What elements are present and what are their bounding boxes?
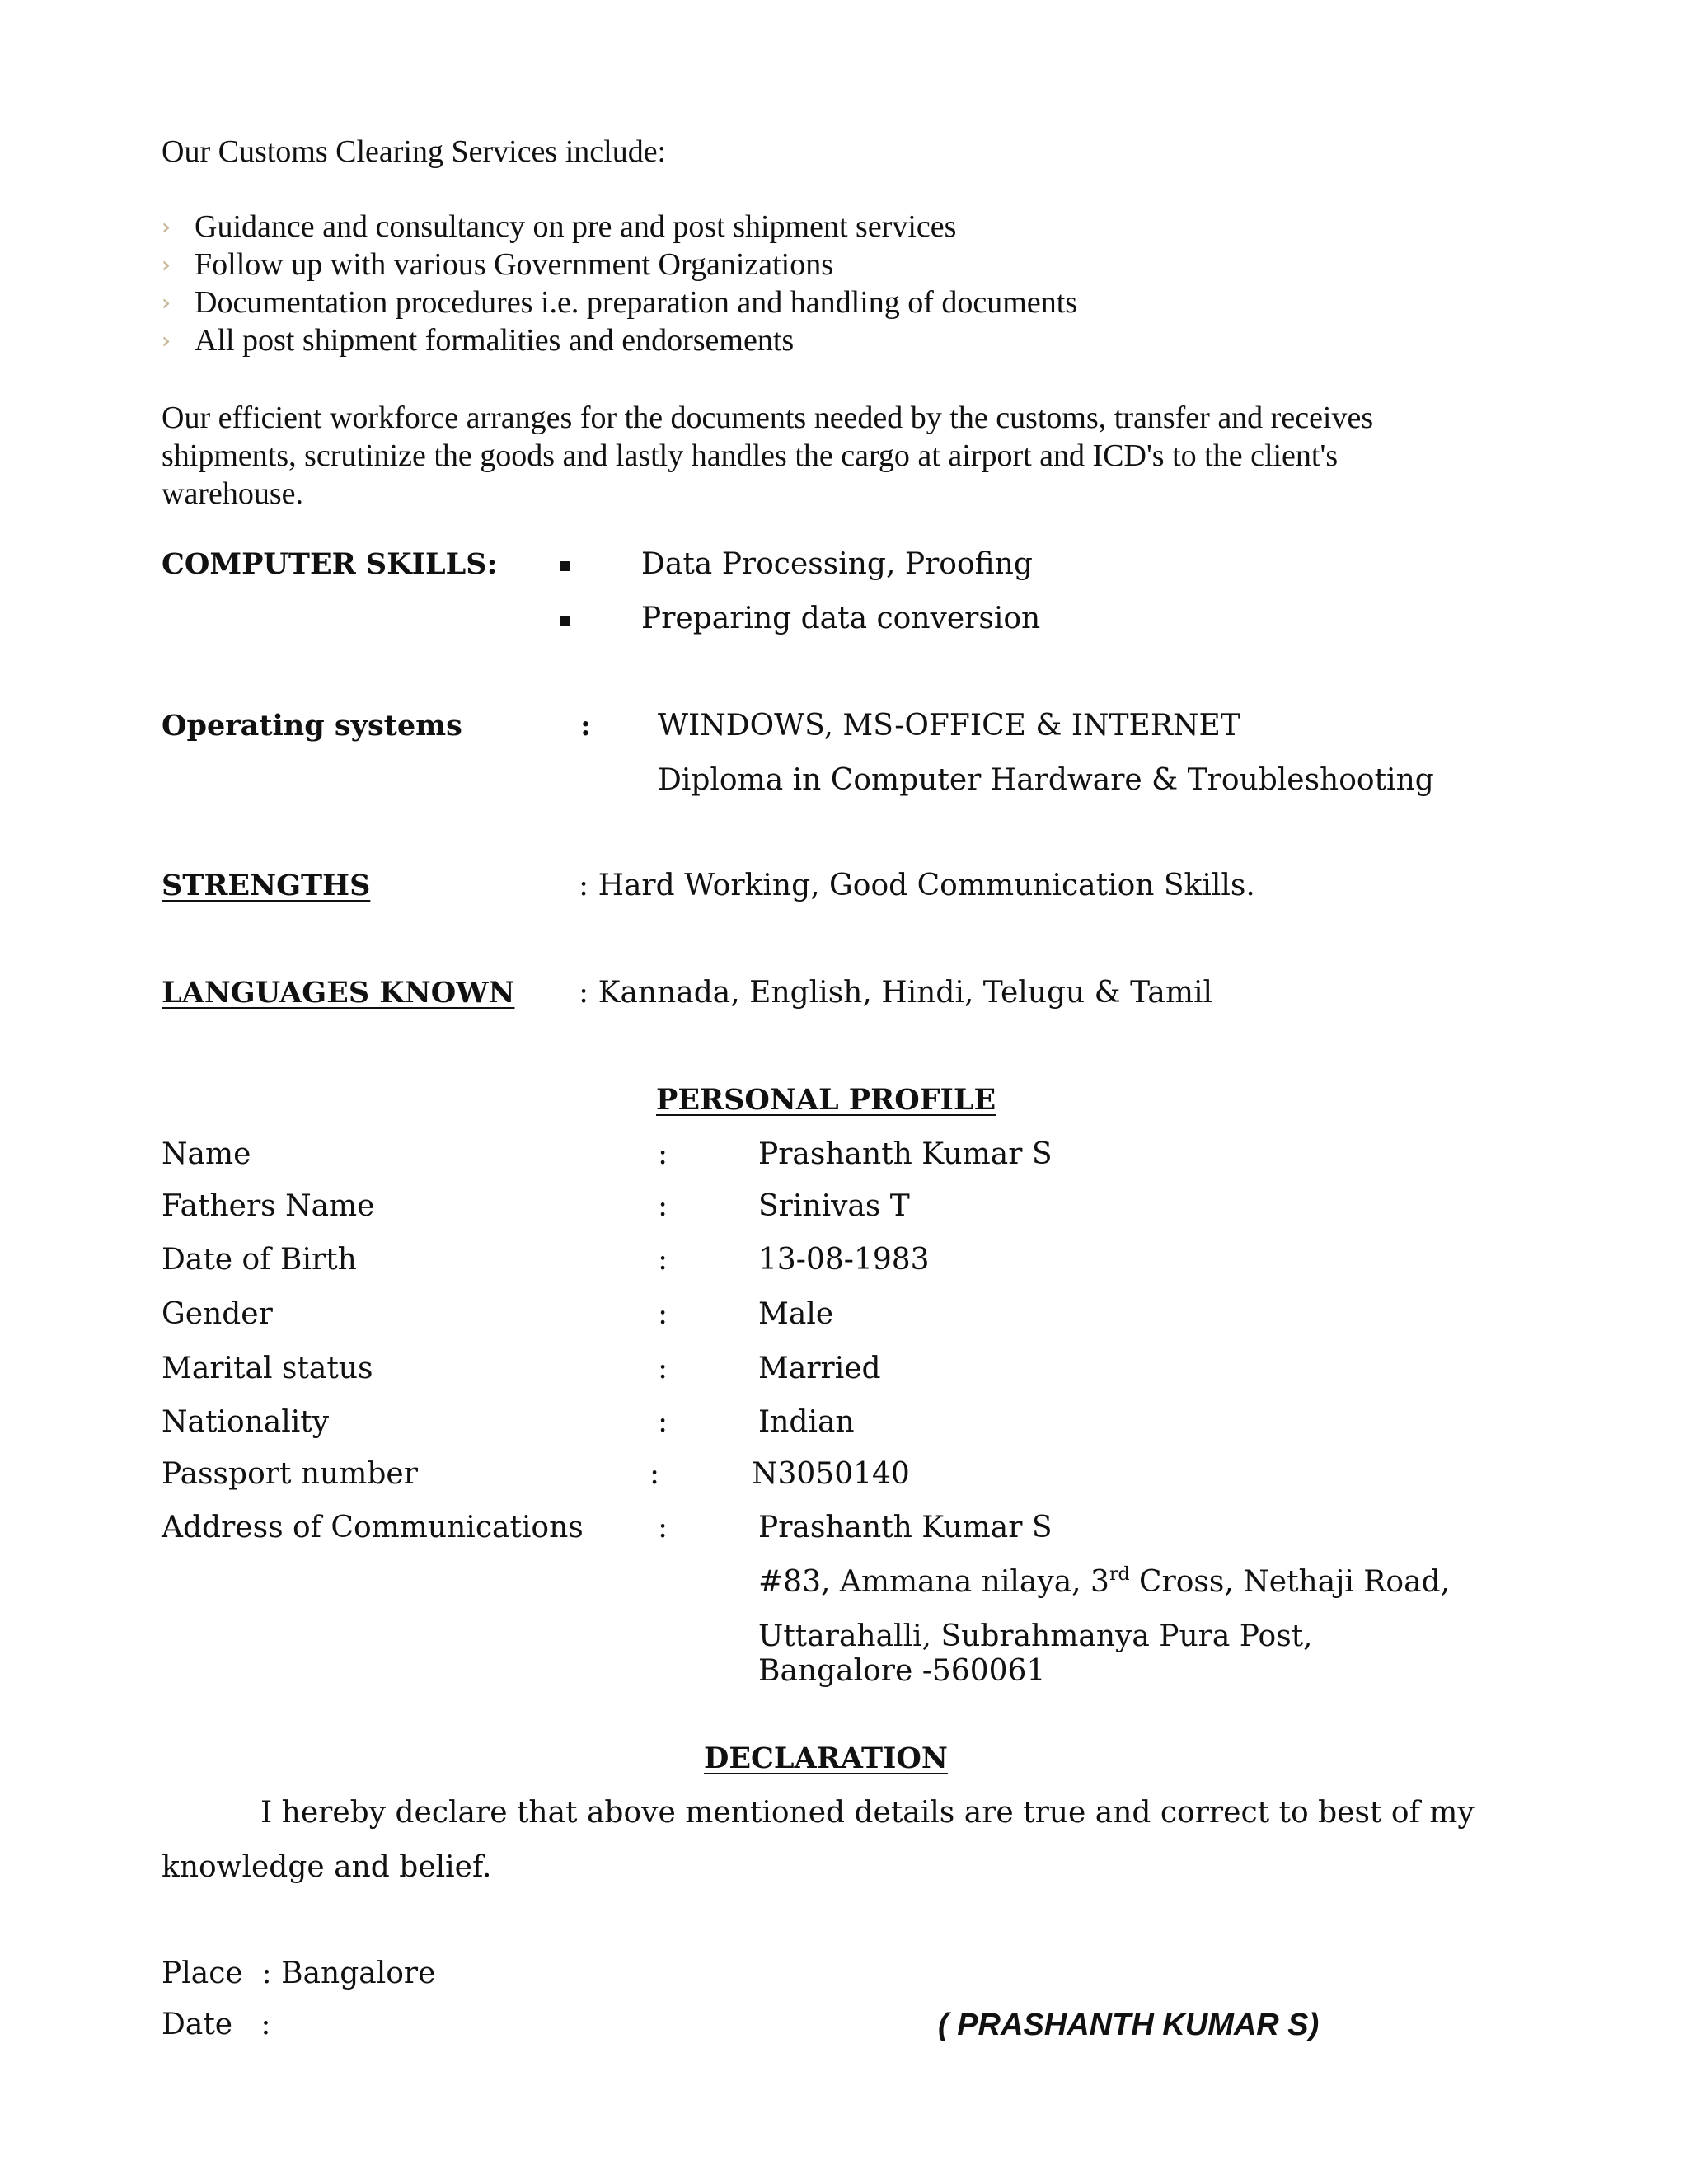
double-chevron-icon: ››› <box>162 291 163 316</box>
profile-value: Married <box>758 1352 881 1385</box>
profile-colon: : <box>658 1189 668 1223</box>
service-item <box>162 322 794 359</box>
profile-label: Name <box>162 1137 251 1171</box>
computer-skill-item: Data Processing, Proofing <box>641 547 1033 581</box>
profile-value: Prashanth Kumar S <box>758 1511 1053 1544</box>
profile-label: Gender <box>162 1297 273 1331</box>
date-line: Date : <box>162 2008 271 2041</box>
personal-profile-heading: PERSONAL PROFILE <box>656 1083 996 1117</box>
service-item-text: Documentation procedures i.e. preparation and handling of documents <box>195 285 1078 320</box>
service-item-text: All post shipment formalities and endorsements <box>195 323 795 358</box>
profile-colon: : <box>658 1137 668 1171</box>
profile-label: Passport number <box>162 1457 418 1491</box>
service-item <box>162 284 1077 321</box>
services-heading: Our Customs Clearing Services include: <box>162 134 667 169</box>
place-line: Place : Bangalore <box>162 1957 436 1990</box>
operating-systems-line: Diploma in Computer Hardware & Troubleshooting <box>658 763 1434 797</box>
profile-label: Date of Birth <box>162 1243 357 1277</box>
profile-colon: : <box>658 1243 668 1277</box>
colon: : <box>580 709 591 743</box>
profile-value: Srinivas T <box>758 1189 910 1223</box>
double-chevron-icon: ››› <box>162 329 163 354</box>
profile-colon: : <box>658 1511 668 1544</box>
services-paragraph: Our efficient workforce arranges for the documents needed by the customs, transfer and receives shipments, scrutinize the goods and lastly handles the cargo at airport and ICD's to the client's warehouse. <box>162 401 1374 511</box>
profile-colon: : <box>649 1457 660 1491</box>
profile-label: Address of Communications <box>162 1511 584 1544</box>
profile-colon: : <box>658 1352 668 1385</box>
profile-label: Marital status <box>162 1352 373 1385</box>
declaration-text: knowledge and belief. <box>162 1850 492 1884</box>
strengths-label: STRENGTHS <box>162 869 371 902</box>
operating-systems-line: WINDOWS, MS-OFFICE & INTERNET <box>658 709 1240 743</box>
profile-value: Indian <box>758 1405 855 1439</box>
service-item <box>162 209 956 245</box>
address-line: Uttarahalli, Subrahmanya Pura Post, <box>758 1619 1313 1653</box>
strengths-value: : Hard Working, Good Communication Skills. <box>579 869 1255 902</box>
operating-systems-label: Operating systems <box>162 709 462 743</box>
profile-colon: : <box>658 1405 668 1439</box>
profile-value: Prashanth Kumar S <box>758 1137 1053 1171</box>
address-line: Bangalore -560061 <box>758 1654 1046 1688</box>
double-chevron-icon: ››› <box>162 253 163 278</box>
profile-value: Male <box>758 1297 834 1331</box>
computer-skill-item: Preparing data conversion <box>641 602 1041 635</box>
declaration-text: I hereby declare that above mentioned details are true and correct to best of my <box>260 1796 1475 1830</box>
bullet-square-icon <box>560 616 570 626</box>
profile-colon: : <box>658 1297 668 1331</box>
profile-label: Nationality <box>162 1405 330 1439</box>
service-item-text: Follow up with various Government Organizations <box>195 247 834 282</box>
profile-label: Fathers Name <box>162 1189 375 1223</box>
service-item-text: Guidance and consultancy on pre and post shipment services <box>195 209 957 244</box>
service-item <box>162 246 833 283</box>
double-chevron-icon: ››› <box>162 215 163 240</box>
languages-value: : Kannada, English, Hindi, Telugu & Tamil <box>579 976 1213 1010</box>
signature: ( PRASHANTH KUMAR S) <box>938 2008 1320 2042</box>
declaration-heading: DECLARATION <box>704 1741 948 1775</box>
languages-label: LANGUAGES KNOWN <box>162 976 515 1010</box>
profile-value: 13-08-1983 <box>758 1243 930 1277</box>
computer-skills-label: COMPUTER SKILLS: <box>162 547 498 581</box>
profile-value: N3050140 <box>752 1457 910 1491</box>
address-line: #83, Ammana nilaya, 3rd Cross, Nethaji Road, <box>758 1564 1451 1599</box>
bullet-square-icon <box>560 561 570 571</box>
